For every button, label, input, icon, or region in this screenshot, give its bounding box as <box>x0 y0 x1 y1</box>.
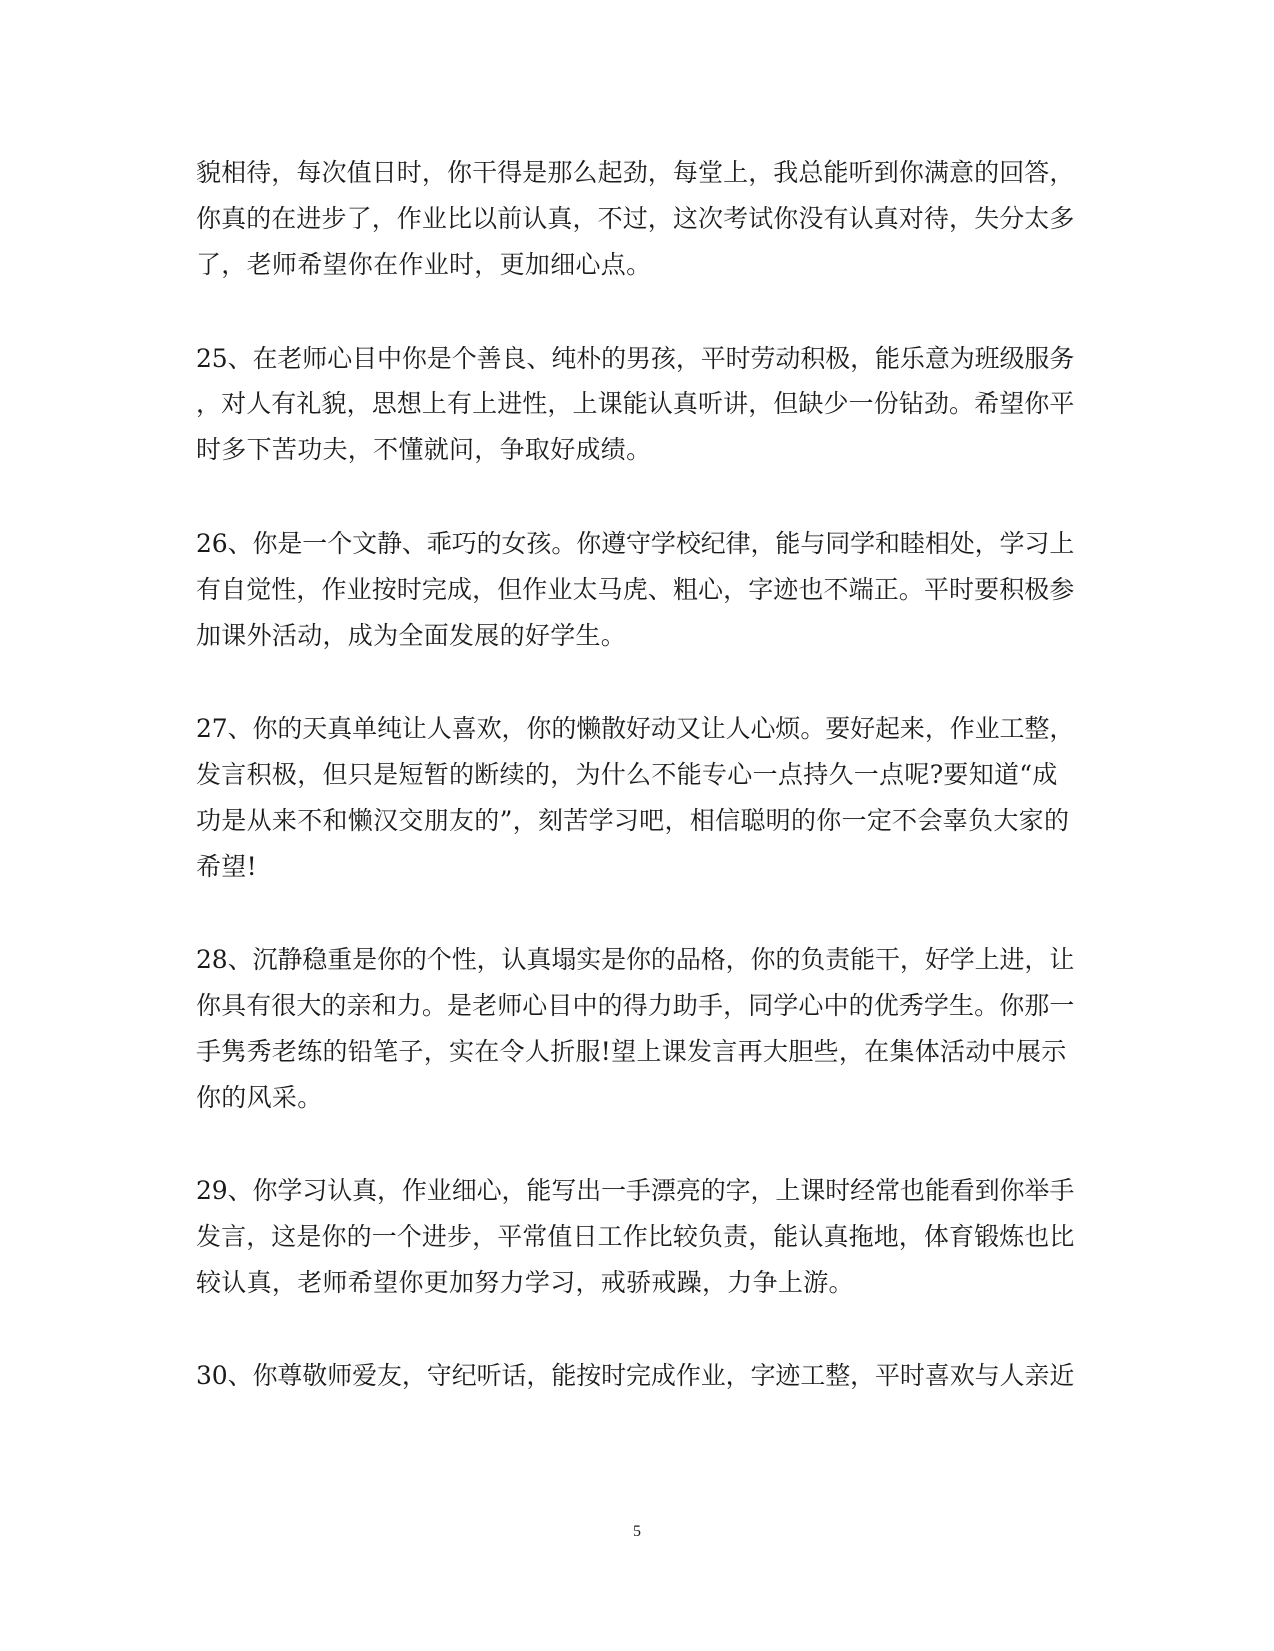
text-line: 发言积极，但只是短暂的断续的，为什么不能专心一点持久一点呢?要知道“成 <box>196 760 1058 789</box>
text-line: 较认真，老师希望你更加努力学习，戒骄戒躁，力争上游。 <box>196 1268 854 1297</box>
text-line: 29、你学习认真，作业细心，能写出一手漂亮的字，上课时经常也能看到你举手 <box>196 1176 1075 1205</box>
text-line: 你真的在进步了，作业比以前认真，不过，这次考试你没有认真对待，失分太多 <box>196 204 1075 233</box>
text-line: 时多下苦功夫，不懂就问，争取好成绩。 <box>196 435 652 464</box>
text-line: 你的风采。 <box>196 1083 323 1112</box>
text-line: 功是从来不和懒汉交朋友的”，刻苦学习吧，相信聪明的你一定不会辜负大家的 <box>196 806 1070 835</box>
text-line: 了，老师希望你在作业时，更加细心点。 <box>196 250 652 279</box>
text-line: 发言，这是你的一个进步，平常值日工作比较负责，能认真拖地，体育锻炼也比 <box>196 1222 1075 1251</box>
text-line: 30、你尊敬师爱友，守纪听话，能按时完成作业，字迹工整，平时喜欢与人亲近 <box>196 1361 1075 1390</box>
text-line: 手隽秀老练的铅笔子，实在令人折服!望上课发言再大胆些，在集体活动中展示 <box>196 1037 1067 1066</box>
text-line: 26、你是一个文静、乖巧的女孩。你遵守学校纪律，能与同学和睦相处，学习上 <box>196 529 1075 558</box>
text-line: 希望! <box>196 852 257 881</box>
text-line: 你具有很大的亲和力。是老师心目中的得力助手，同学心中的优秀学生。你那一 <box>196 991 1075 1020</box>
text-line: 25、在老师心目中你是个善良、纯朴的男孩，平时劳动积极，能乐意为班级服务 <box>196 344 1075 373</box>
text-line: 加课外活动，成为全面发展的好学生。 <box>196 621 627 650</box>
text-line: ，对人有礼貌，思想上有上进性，上课能认真听讲，但缺少一份钻劲。希望你平 <box>196 389 1075 418</box>
page-number: 5 <box>633 1523 641 1540</box>
text-line: 28、沉静稳重是你的个性，认真塌实是你的品格，你的负责能干，好学上进，让 <box>196 945 1075 974</box>
text-line: 貌相待，每次值日时，你干得是那么起劲，每堂上，我总能听到你满意的回答， <box>196 158 1075 187</box>
text-line: 27、你的天真单纯让人喜欢，你的懒散好动又让人心烦。要好起来，作业工整， <box>196 714 1075 743</box>
text-line: 有自觉性，作业按时完成，但作业太马虎、粗心，字迹也不端正。平时要积极参 <box>196 575 1075 604</box>
